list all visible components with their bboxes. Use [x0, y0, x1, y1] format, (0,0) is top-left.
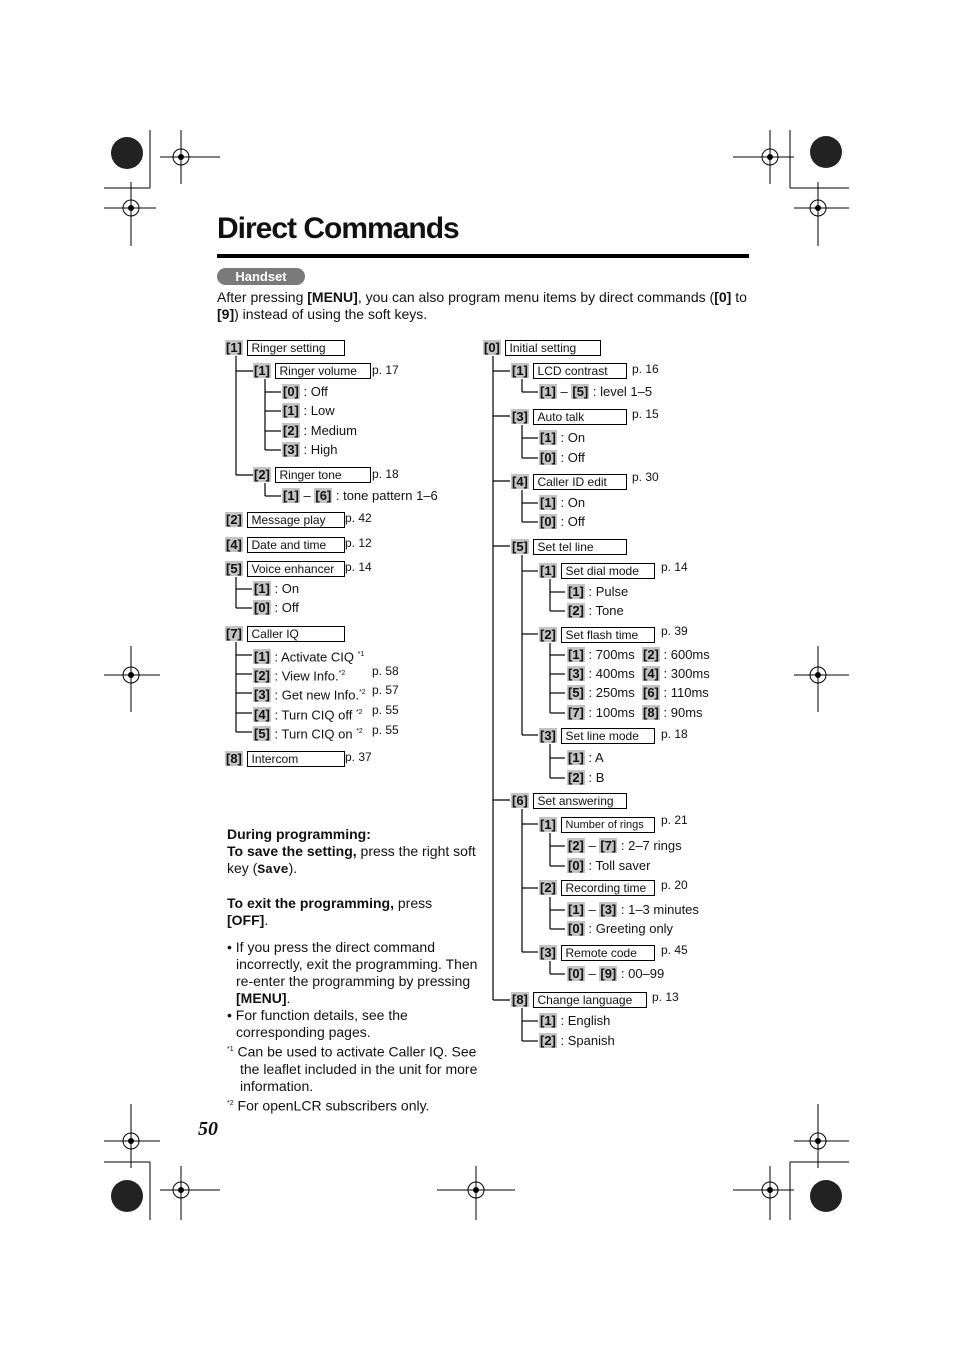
option-on: [1] : On — [540, 430, 586, 445]
menu-label: Date and time — [247, 537, 345, 553]
page-ref: p. 14 — [345, 560, 372, 574]
option-medium: [2] : Medium — [283, 423, 357, 438]
option-a: [1] : A — [568, 750, 604, 765]
page-ref: p. 42 — [345, 511, 372, 525]
option-250ms: [5] : 250ms — [568, 685, 635, 700]
page-ref: p. 30 — [632, 470, 659, 484]
menu-label: Ringer setting — [247, 340, 345, 356]
menu-caller-iq: [7] Caller IQ — [225, 626, 345, 642]
menu-label: Change language — [533, 992, 647, 1008]
option-b: [2] : B — [568, 770, 605, 785]
page-ref: p. 16 — [632, 362, 659, 376]
section-badge: Handset — [217, 268, 305, 285]
menu-label: Intercom — [247, 751, 345, 767]
option-pulse: [1] : Pulse — [568, 584, 629, 599]
menu-label: Voice enhancer — [247, 561, 345, 577]
menu-set-tel-line: [5] Set tel line — [511, 539, 627, 555]
page-number: 50 — [198, 1118, 218, 1140]
option-level: [1] – [5] : level 1–5 — [540, 384, 653, 399]
menu-date-time: [4] Date and time — [225, 537, 345, 553]
menu-label: Remote code — [561, 945, 655, 961]
menu-label: LCD contrast — [533, 363, 627, 379]
option-get-new-info: [3] : Get new Info.$^{*2}$ — [254, 687, 366, 703]
menu-number-of-rings: [1] Number of rings — [539, 817, 655, 833]
page-ref: p. 55 — [372, 723, 399, 737]
menu-change-language: [8] Change language — [511, 992, 647, 1008]
page-ref: p. 18 — [661, 727, 688, 741]
key-2: [2] — [254, 467, 270, 482]
programming-notes: During programming: To save the setting, press the right soft key (Save). To exit the programming, press [OFF]. • If you press the direct command incorrectly, exit the programming. Then re-enter the programming by pressing [MENU]. • For function details, see the corresponding pages. $^{*1}$ Can be used to activate Caller IQ. See the leaflet included in the unit for more information. $^{*2}$ For openLCR subscribers only. — [227, 826, 478, 1114]
option-110ms: [6] : 110ms — [643, 685, 709, 700]
key-1: [1] — [254, 363, 270, 378]
menu-remote-code: [3] Remote code — [539, 945, 655, 961]
option-off: [0] : Off — [283, 384, 328, 399]
option-turn-ciq-off: [4] : Turn CIQ off $^{*2}$ — [254, 707, 363, 723]
page-ref: p. 45 — [661, 943, 688, 957]
key-1: [1] — [226, 340, 242, 355]
menu-label: Set tel line — [533, 539, 627, 555]
page-ref: p. 17 — [372, 363, 399, 377]
option-tone: [2] : Tone — [568, 603, 624, 618]
menu-ringer-volume — [253, 363, 371, 379]
page-ref: p. 13 — [652, 990, 679, 1004]
intro-paragraph: After pressing [MENU], you can also program menu items by direct commands ([0] to [9]) instead of using the soft keys. — [217, 289, 747, 322]
page-ref: p. 14 — [661, 560, 688, 574]
option-code-range: [0] – [9] : 00–99 — [568, 966, 665, 981]
option-activate-ciq: [1] : Activate CIQ $^{*1}$ — [254, 649, 365, 665]
option-off: [0] : Off — [540, 450, 585, 465]
option-high: [3] : High — [283, 442, 338, 457]
menu-label: Set line mode — [561, 728, 655, 744]
menu-initial-setting: [0] Initial setting — [483, 340, 601, 356]
menu-label: Ringer tone — [275, 467, 371, 483]
menu-label: Set answering — [533, 793, 627, 809]
menu-intercom: [8] Intercom — [225, 751, 345, 767]
page-ref: p. 37 — [345, 750, 372, 764]
menu-caller-id-edit: [4] Caller ID edit — [511, 474, 627, 490]
menu-label: Recording time — [561, 880, 655, 896]
option-300ms: [4] : 300ms — [643, 666, 710, 681]
page-ref: p. 55 — [372, 703, 399, 717]
page-ref: p. 58 — [372, 664, 399, 678]
page-ref: p. 15 — [632, 407, 659, 421]
page-ref: p. 57 — [372, 683, 399, 697]
menu-label: Set flash time — [561, 627, 655, 643]
menu-recording-time: [2] Recording time — [539, 880, 655, 896]
menu-label: Number of rings — [561, 817, 655, 833]
menu-ringer-setting — [225, 340, 345, 356]
menu-lcd-contrast: [1] LCD contrast — [511, 363, 627, 379]
menu-ringer-tone — [253, 467, 371, 483]
option-spanish: [2] : Spanish — [540, 1033, 615, 1048]
menu-voice-enhancer: [5] Voice enhancer — [225, 561, 345, 577]
page-ref: p. 39 — [661, 624, 688, 638]
menu-label: Auto talk — [533, 409, 627, 425]
option-minutes-range: [1] – [3] : 1–3 minutes — [568, 902, 699, 917]
menu-label: Caller ID edit — [533, 474, 627, 490]
menu-label: Set dial mode — [561, 563, 655, 579]
option-100ms: [7] : 100ms — [568, 705, 635, 720]
option-400ms: [3] : 400ms — [568, 666, 635, 681]
page-title: Direct Commands — [217, 212, 459, 245]
menu-set-line-mode: [3] Set line mode — [539, 728, 655, 744]
menu-label: Initial setting — [505, 340, 601, 356]
menu-message-play: [2] Message play — [225, 512, 345, 528]
page-ref: p. 18 — [372, 467, 399, 481]
option-on: [1] : On — [540, 495, 586, 510]
option-greeting-only: [0] : Greeting only — [568, 921, 674, 936]
option-off: [0] : Off — [540, 514, 585, 529]
option-off: [0] : Off — [254, 600, 299, 615]
option-turn-ciq-on: [5] : Turn CIQ on $^{*2}$ — [254, 726, 363, 742]
option-tone-pattern: [1] – [6] : tone pattern 1–6 — [283, 488, 438, 503]
menu-auto-talk: [3] Auto talk — [511, 409, 627, 425]
page-ref: p. 21 — [661, 813, 688, 827]
menu-set-flash-time: [2] Set flash time — [539, 627, 655, 643]
menu-label: Message play — [247, 512, 345, 528]
option-view-info: [2] : View Info.$^{*2}$ — [254, 668, 346, 684]
menu-set-answering: [6] Set answering — [511, 793, 627, 809]
menu-set-dial-mode: [1] Set dial mode — [539, 563, 655, 579]
option-on: [1] : On — [254, 581, 300, 596]
option-toll-saver: [0] : Toll saver — [568, 858, 651, 873]
option-600ms: [2] : 600ms — [643, 647, 710, 662]
option-low: [1] : Low — [283, 403, 335, 418]
option-90ms: [8] : 90ms — [643, 705, 703, 720]
option-rings-range: [2] – [7] : 2–7 rings — [568, 838, 682, 853]
option-700ms: [1] : 700ms — [568, 647, 635, 662]
option-english: [1] : English — [540, 1013, 611, 1028]
page-ref: p. 12 — [345, 536, 372, 550]
menu-label: Caller IQ — [247, 626, 345, 642]
page-ref: p. 20 — [661, 878, 688, 892]
menu-label: Ringer volume — [275, 363, 371, 379]
